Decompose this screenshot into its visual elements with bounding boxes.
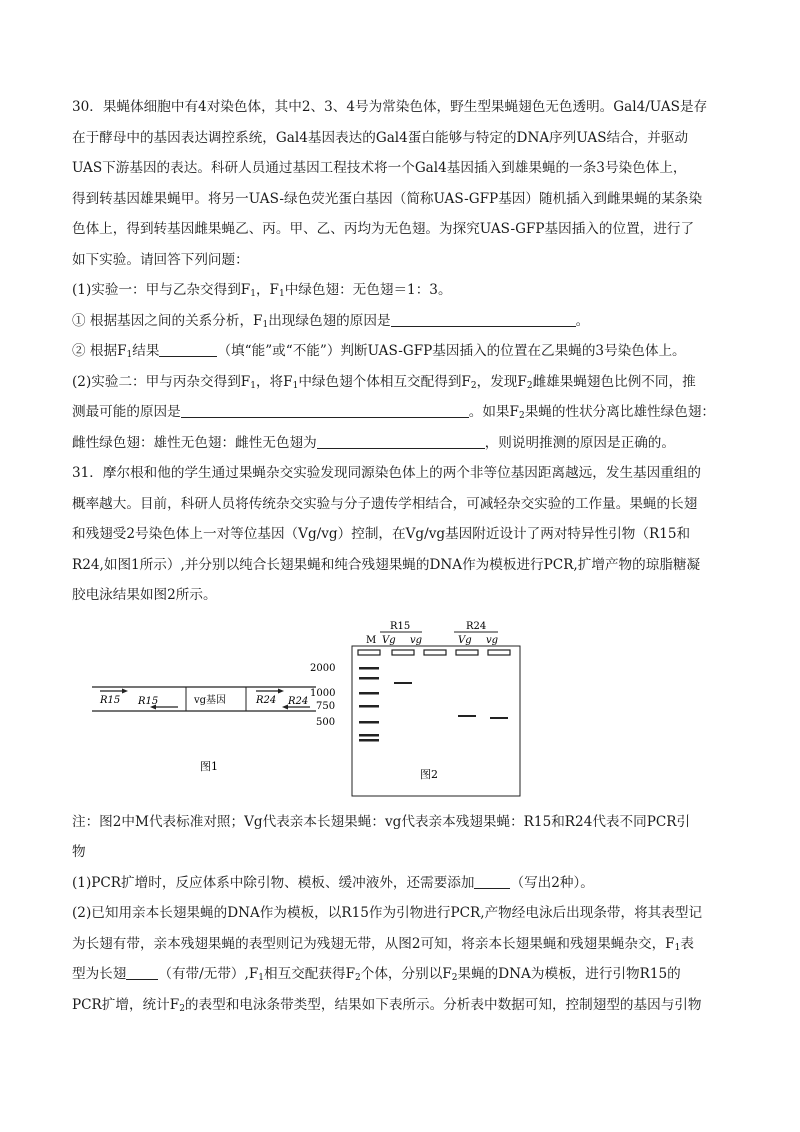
- q30-item-a: ① 根据基因之间的关系分析，$F_1$出现绿色翅的原因是 。: [72, 312, 590, 330]
- gel-group-label-r24: R24: [466, 620, 487, 632]
- marker-band-250: [359, 734, 379, 737]
- gel-lane-label-r24-vg-long: Vg: [458, 634, 472, 646]
- q30-line-4: 得到转基因雄果蝇甲。将另一UAS-绿色荧光蛋白基因（简称UAS-GFP基因）随机插入到雌果蝇的某条染: [72, 190, 703, 207]
- q31-line-1: 31．摩尔根和他的学生通过果蝇杂交实验发现同源染色体上的两个非等位基因距离越远，发生基因重组的: [72, 465, 702, 481]
- band-r24-vg-long: [458, 715, 476, 717]
- arrowhead-right-icon: [278, 688, 284, 693]
- q30-item-c: 测最可能的原因是 。如果$F_2$果蝇的性状分离比雄性绿色翅：: [72, 404, 716, 421]
- q30-line-5: 色体上，得到转基因雌果蝇乙、丙。甲、乙、丙均为无色翅。为探究UAS-GFP基因插入的位置，进行了: [72, 221, 695, 237]
- label-r24-b: R24: [288, 695, 309, 707]
- gel-well-m: [358, 650, 380, 655]
- marker-band-1500: [359, 677, 379, 680]
- marker-band-500: [359, 721, 379, 724]
- size-label-2000: 2000: [310, 662, 336, 674]
- answer-blank-1[interactable]: [391, 312, 576, 327]
- gel-well-r24-vg-short: [488, 650, 510, 655]
- q30-item-b: ② 根据$F_1$结果 （填“能”或“不能”）判断UAS-GFP基因插入的位置在乙果蝇的3号染色体上。: [72, 343, 686, 360]
- note-line-2: 物: [72, 844, 86, 860]
- gel-lane-label-r24-vg-short: vg: [486, 634, 499, 646]
- q31-line-2: 概率越大。目前，科研人员将传统杂交实验与分子遗传学相结合，可减轻杂交实验的工作量。果蝇的长翅: [72, 495, 698, 512]
- q31-line-5: 胶电泳结果如图2所示。: [72, 587, 217, 603]
- figure-1-caption: 图1: [200, 759, 218, 773]
- answer-blank-6[interactable]: [126, 965, 158, 980]
- gel-lane-label-r15-vg-short: vg: [410, 634, 423, 646]
- arrowhead-right-icon: [122, 688, 128, 693]
- label-r15-a: R15: [100, 694, 121, 706]
- note-line-1: 注：图2中M代表标准对照；Vg代表亲本长翅果蝇：vg代表亲本残翅果蝇：R15和R24代表不同PCR引: [72, 813, 691, 830]
- q30-line-2: 在于酵母中的基因表达调控系统，Gal4基因表达的Gal4蛋白能够与特定的DNA序列UAS结合，并驱动: [72, 129, 689, 146]
- q30-line-1: 30．果蝇体细胞中有4对染色体，其中2、3、4号为常染色体，野生型果蝇翅色无色透明。Gal4/UAS是存: [72, 99, 708, 115]
- gel-well-r24-vg-long: [456, 650, 478, 655]
- figure-row: [72, 617, 732, 799]
- q31-line-3: 和残翅受2号染色体上一对等位基因（Vg/vg）控制，在Vg/vg基因附近设计了两对特异性引物（R15和: [72, 526, 691, 542]
- q31-part-2-line-2: 为长翅有带，亲本残翅果蝇的表型则记为残翅无带，从图2可知，将亲本长翅果蝇和残翅果蝇杂交，$F_1$表: [72, 935, 694, 953]
- band-r24-vg-short: [490, 717, 508, 719]
- q30-experiment-2: (2)实验二：甲与丙杂交得到$F_1$，将$F_1$中绿色翅个体相互交配得到$F_2$，发现$F_2$雌雄果蝇翅色比例不同，推: [72, 373, 696, 391]
- label-vg-gene: vg基因: [194, 694, 227, 706]
- size-label-750: 750: [316, 700, 336, 712]
- q30-line-3: UAS下游基因的表达。科研人员通过基因工程技术将一个Gal4基因插入到雄果蝇的一条3号染色体上，: [72, 160, 687, 176]
- marker-band-2000: [359, 667, 379, 670]
- answer-blank-5[interactable]: [474, 874, 510, 889]
- q31-part-2-line-4: PCR扩增，统计$F_2$的表型和电泳条带类型，结果如下表所示。分析表中数据可知，控制翅型的基因与引物: [72, 996, 702, 1014]
- q31-line-4: R24,如图1所示）,并分别以纯合长翅果蝇和纯合残翅果蝇的DNA作为模板进行PCR,扩增产物的琼脂糖凝: [72, 556, 701, 573]
- q31-part-1: (1)PCR扩增时，反应体系中除引物、模板、缓冲液外，还需要添加 （写出2种）。: [72, 874, 594, 891]
- label-r24-a: R24: [256, 694, 277, 706]
- size-label-1000: 1000: [310, 687, 336, 699]
- marker-band-750: [359, 705, 379, 708]
- exam-page: [72, 92, 732, 1020]
- size-label-500: 500: [316, 716, 336, 728]
- gel-lane-label-r15-vg-long: Vg: [382, 634, 396, 646]
- gel-group-label-r15: R15: [390, 620, 411, 632]
- q30-item-d: 雌性绿色翅：雄性无色翅：雌性无色翅为 ，则说明推测的原因是正确的。: [72, 434, 675, 451]
- figure-1-primer-diagram: [92, 687, 324, 797]
- answer-blank-2[interactable]: [159, 342, 217, 357]
- label-r15-b: R15: [138, 695, 159, 707]
- q31-part-2-line-1: (2)已知用亲本长翅果蝇的DNA作为模板，以R15作为引物进行PCR,产物经电泳后出现条带，将其表型记: [72, 905, 703, 921]
- answer-blank-3[interactable]: [181, 403, 469, 418]
- gel-well-r15-vg-long: [392, 650, 414, 655]
- answer-blank-4[interactable]: [317, 434, 485, 449]
- q30-experiment-1: (1)实验一：甲与乙杂交得到$F_1$，$F_1$中绿色翅：无色翅＝1：3。: [72, 282, 452, 299]
- band-r15-vg-long: [394, 682, 412, 684]
- marker-band-1000: [359, 692, 379, 695]
- gel-well-r15-vg-short: [424, 650, 446, 655]
- figure-2-gel: [310, 617, 572, 799]
- q31-part-2-line-3: 型为长翅 （有带/无带）$,F_1$相互交配获得$F_2$个体，分别以$F_2$果蝇的DNA为模板，进行引物R15的: [72, 966, 681, 983]
- q30-line-6: 如下实验。请回答下列问题：: [72, 251, 249, 268]
- marker-band-100: [359, 739, 379, 742]
- gel-lane-label-m: M: [366, 634, 377, 646]
- figure-2-caption: 图2: [420, 767, 438, 781]
